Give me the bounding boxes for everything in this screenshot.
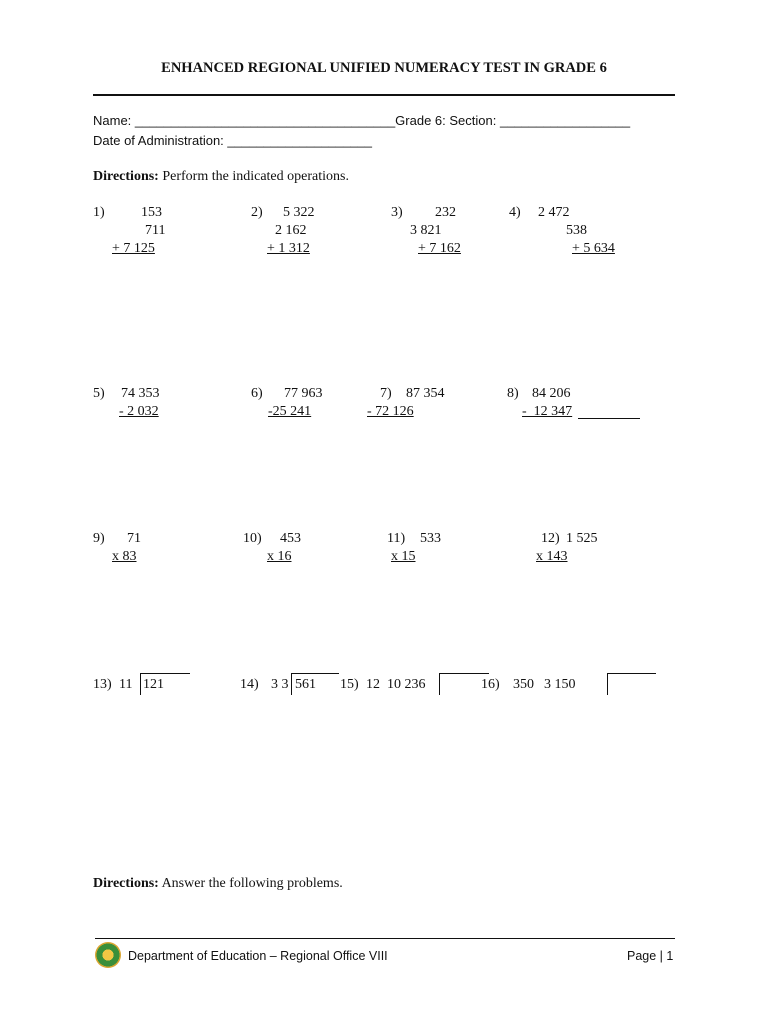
division-bar bbox=[291, 673, 339, 674]
deped-seal-icon bbox=[95, 942, 121, 968]
date-field[interactable]: Date of Administration: ____________________ bbox=[93, 133, 372, 148]
answer-line bbox=[578, 418, 640, 419]
directions-answer: Directions: Answer the following problems. bbox=[93, 876, 343, 891]
division-bracket bbox=[291, 673, 292, 695]
division-bracket bbox=[607, 673, 608, 695]
name-section-field[interactable]: Name: ____________________________________Grade 6: Section: __________________ bbox=[93, 113, 631, 128]
division-bracket bbox=[140, 673, 141, 695]
footer-page-number: Page | 1 bbox=[627, 949, 674, 963]
footer-office: Department of Education – Regional Office VIII bbox=[128, 949, 388, 963]
footer-rule bbox=[95, 938, 675, 939]
directions-perform: Directions: Perform the indicated operations. bbox=[93, 169, 349, 184]
division-bar bbox=[439, 673, 489, 674]
division-bracket bbox=[439, 673, 440, 695]
division-bar bbox=[607, 673, 656, 674]
division-bar bbox=[140, 673, 190, 674]
page-title: ENHANCED REGIONAL UNIFIED NUMERACY TEST IN GRADE 6 bbox=[161, 60, 607, 76]
title-rule bbox=[93, 94, 675, 96]
